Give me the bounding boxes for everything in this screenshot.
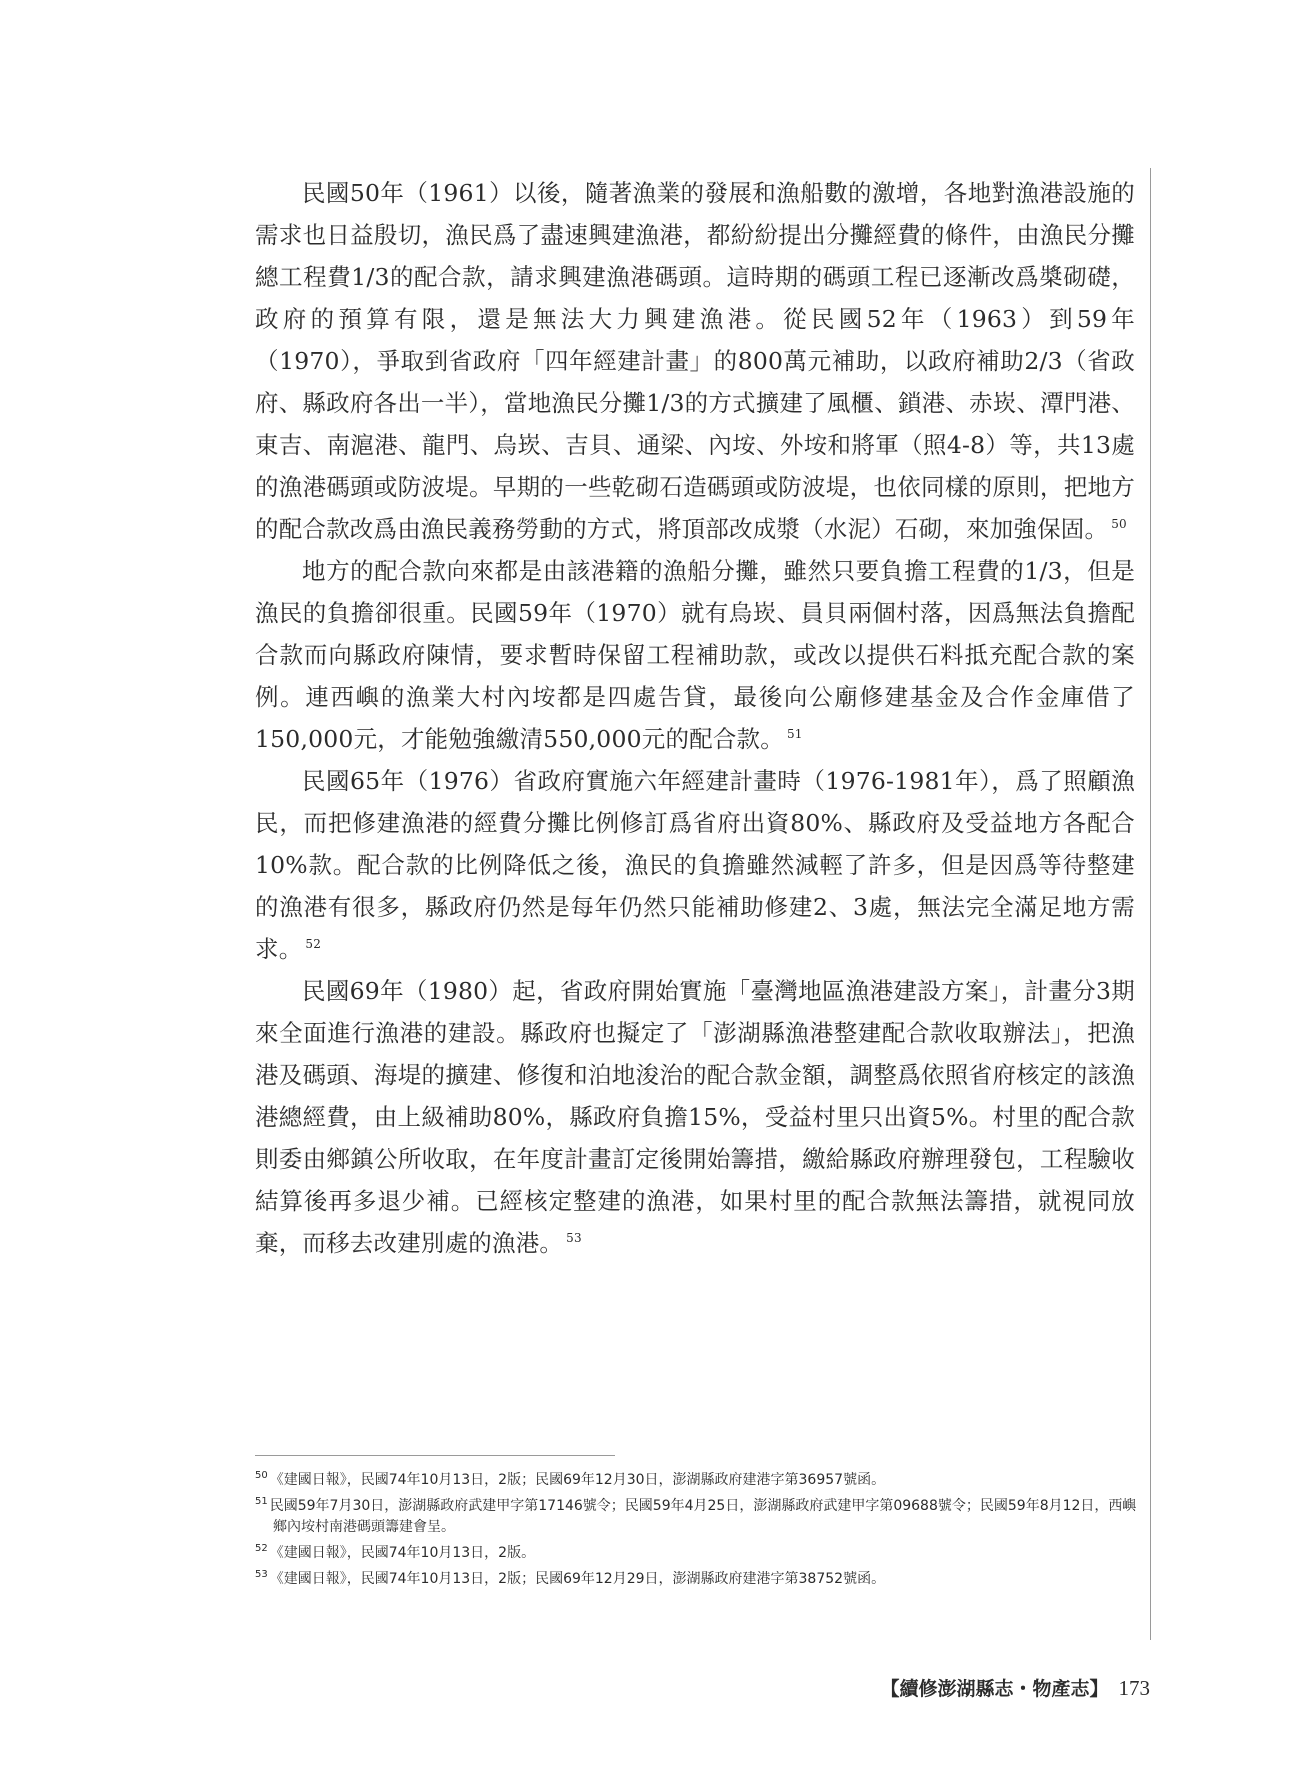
footnote-text: 民國59年7月30日，澎湖縣政府武建甲字第17146號令；民國59年4月25日，澎湖縣政府武建甲字第09688號令；民國59年8月12日，西嶼鄉內垵村南港碼頭籌建會呈。 — [269, 1498, 1137, 1535]
footnote-ref-50: 50 — [1111, 517, 1127, 532]
body-text — [255, 172, 1135, 1264]
paragraph-3 — [255, 760, 1135, 970]
paragraph-2 — [255, 550, 1135, 760]
footnote-number: 50 — [255, 1470, 268, 1482]
footnote-51 — [255, 1496, 1140, 1538]
paragraph-4 — [255, 970, 1135, 1264]
footnote-separator — [255, 1455, 615, 1456]
footnote-53 — [255, 1569, 1140, 1590]
paragraph-1-text: 民國50年（1961）以後，隨著漁業的發展和漁船數的激增，各地對漁港設施的需求也日益殷切，漁民爲了盡速興建漁港，都紛紛提出分攤經費的條件，由漁民分攤總工程費1/3的配合款，請求興建漁港碼頭。這時期的碼頭工程已逐漸改爲槳砌礎，政府的預算有限，還是無法大力興建漁港。從民國52年（1963）到59年（1970），爭取到省政府「四年經建計畫」的800萬元補助，以政府補助2/3（省政府、縣政府各出一半），當地漁民分攤1/3的方式擴建了風櫃、鎖港、赤崁、潭門港、東吉、南滬港、龍門、烏崁、吉貝、通梁、內垵、外垵和將軍（照4-8）等，共13處的漁港碼頭或防波堤。早期的一些乾砌石造碼頭或防波堤，也依同樣的原則，把地方的配合款改爲由漁民義務勞動的方式，將頂部改成漿（水泥）石砌，來加強保固。 — [255, 179, 1135, 543]
footnotes — [255, 1470, 1140, 1595]
footnote-number: 52 — [255, 1543, 268, 1555]
paragraph-1 — [255, 172, 1135, 550]
running-title: 【續修澎湖縣志・物產志】 — [880, 1678, 1109, 1700]
paragraph-2-text: 地方的配合款向來都是由該港籍的漁船分攤，雖然只要負擔工程費的1/3，但是漁民的負擔卻很重。民國59年（1970）就有烏崁、員貝兩個村落，因爲無法負擔配合款而向縣政府陳情，要求暫時保留工程補助款，或改以提供石料抵充配合款的案例。連西嶼的漁業大村內垵都是四處告貸，最後向公廟修建基金及合作金庫借了150,000元，才能勉強繳清550,000元的配合款。 — [255, 557, 1135, 753]
footnote-text: 《建國日報》，民國74年10月13日，2版。 — [269, 1545, 536, 1561]
margin-rule — [1150, 168, 1151, 1640]
footnote-50 — [255, 1470, 1140, 1491]
paragraph-3-text: 民國65年（1976）省政府實施六年經建計畫時（1976-1981年），爲了照顧漁民，而把修建漁港的經費分攤比例修訂爲省府出資80%、縣政府及受益地方各配合10%款。配合款的比例降低之後，漁民的負擔雖然減輕了許多，但是因爲等待整建的漁港有很多，縣政府仍然是每年仍然只能補助修建2、3處，無法完全滿足地方需求。 — [255, 767, 1135, 963]
footnote-ref-53: 53 — [566, 1231, 582, 1246]
page-footer — [860, 1674, 1150, 1701]
footnote-ref-52: 52 — [305, 937, 322, 952]
footnote-text: 《建國日報》，民國74年10月13日，2版；民國69年12月29日，澎湖縣政府建港字第38752號函。 — [269, 1571, 886, 1587]
footnote-text: 《建國日報》，民國74年10月13日，2版；民國69年12月30日，澎湖縣政府建港字第36957號函。 — [269, 1472, 886, 1488]
footnote-52 — [255, 1543, 1140, 1564]
paragraph-4-text: 民國69年（1980）起，省政府開始實施「臺灣地區漁港建設方案」，計畫分3期來全面進行漁港的建設。縣政府也擬定了「澎湖縣漁港整建配合款收取辦法」，把漁港及碼頭、海堤的擴建、修復和泊地浚治的配合款金額，調整爲依照省府核定的該漁港總經費，由上級補助80%，縣政府負擔15%，受益村里只出資5%。村里的配合款則委由鄉鎮公所收取，在年度計畫訂定後開始籌措，繳給縣政府辦理發包，工程驗收結算後再多退少補。已經核定整建的漁港，如果村里的配合款無法籌措，就視同放棄，而移去改建別處的漁港。 — [255, 977, 1135, 1257]
footnote-number: 53 — [255, 1569, 268, 1581]
footnote-number: 51 — [255, 1496, 268, 1508]
page-number: 173 — [1118, 1676, 1150, 1700]
footnote-ref-51: 51 — [786, 727, 803, 742]
